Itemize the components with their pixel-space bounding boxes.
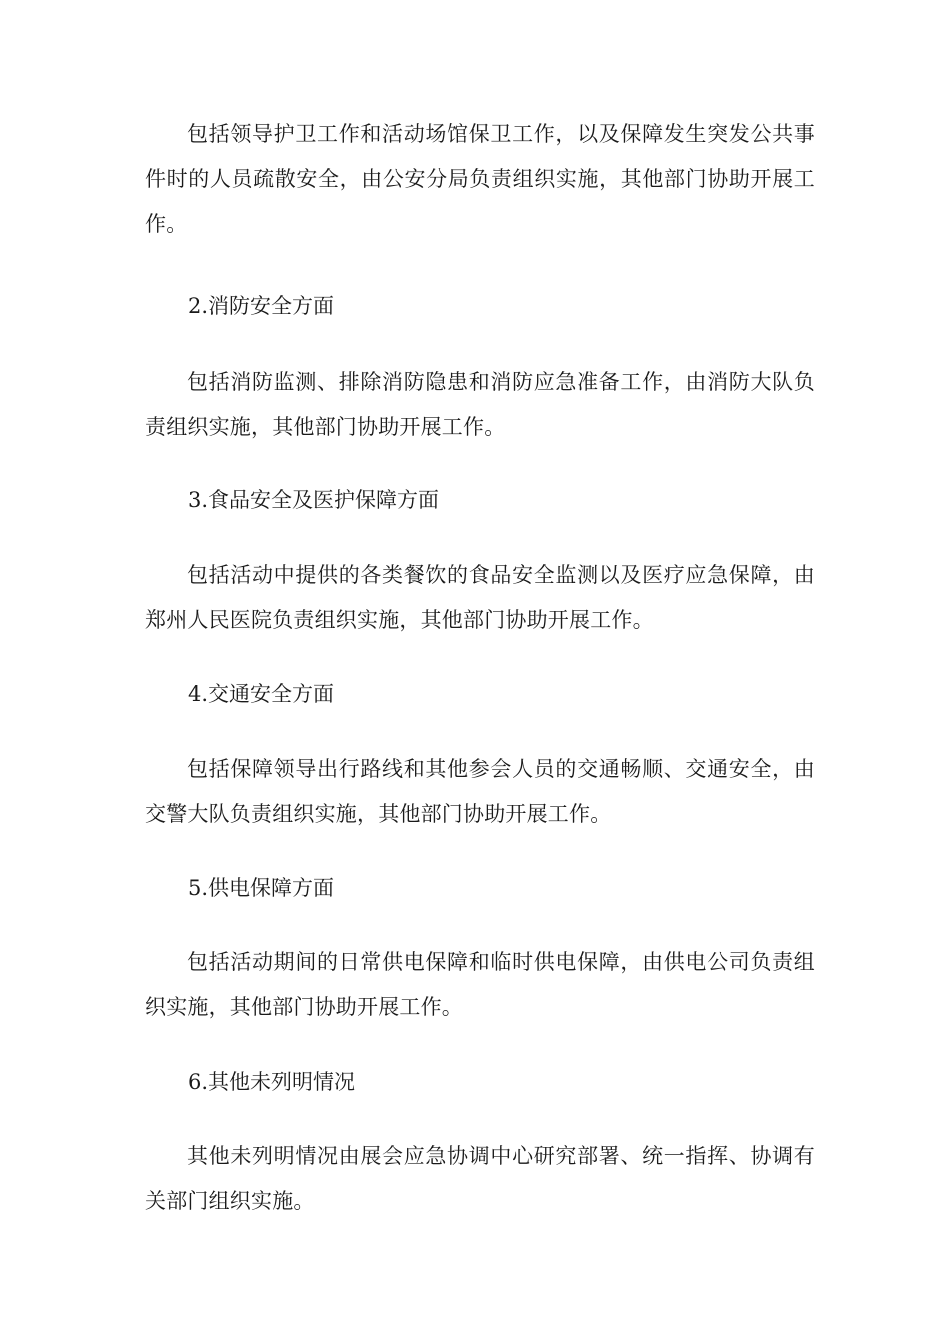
paragraph-traffic-safety — [145, 747, 815, 837]
paragraph-text: 包括保障领导出行路线和其他参会人员的交通畅顺、交通安全，由交警大队负责组织实施，其他部门协助开展工作。 — [145, 757, 815, 826]
heading-power-supply: 5.供电保障方面 — [188, 876, 335, 900]
paragraph-security — [145, 112, 815, 247]
paragraph-text: 包括领导护卫工作和活动场馆保卫工作，以及保障发生突发公共事件时的人员疏散安全，由公安分局负责组织实施，其他部门协助开展工作。 — [145, 122, 815, 236]
paragraph-other — [145, 1134, 815, 1224]
paragraph-text: 其他未列明情况由展会应急协调中心研究部署、统一指挥、协调有关部门组织实施。 — [145, 1144, 815, 1213]
heading-traffic-safety: 4.交通安全方面 — [188, 682, 335, 706]
paragraph-text: 包括活动中提供的各类餐饮的食品安全监测以及医疗应急保障，由郑州人民医院负责组织实施，其他部门协助开展工作。 — [145, 563, 815, 632]
heading-fire-safety: 2.消防安全方面 — [188, 294, 335, 318]
heading-other: 6.其他未列明情况 — [188, 1070, 356, 1094]
paragraph-power-supply — [145, 940, 815, 1030]
paragraph-text: 包括活动期间的日常供电保障和临时供电保障，由供电公司负责组织实施，其他部门协助开展工作。 — [145, 950, 815, 1019]
paragraph-food-medical — [145, 553, 815, 643]
heading-food-medical: 3.食品安全及医护保障方面 — [188, 488, 440, 512]
paragraph-fire-safety — [145, 360, 815, 450]
paragraph-text: 包括消防监测、排除消防隐患和消防应急准备工作，由消防大队负责组织实施，其他部门协助开展工作。 — [145, 370, 815, 439]
